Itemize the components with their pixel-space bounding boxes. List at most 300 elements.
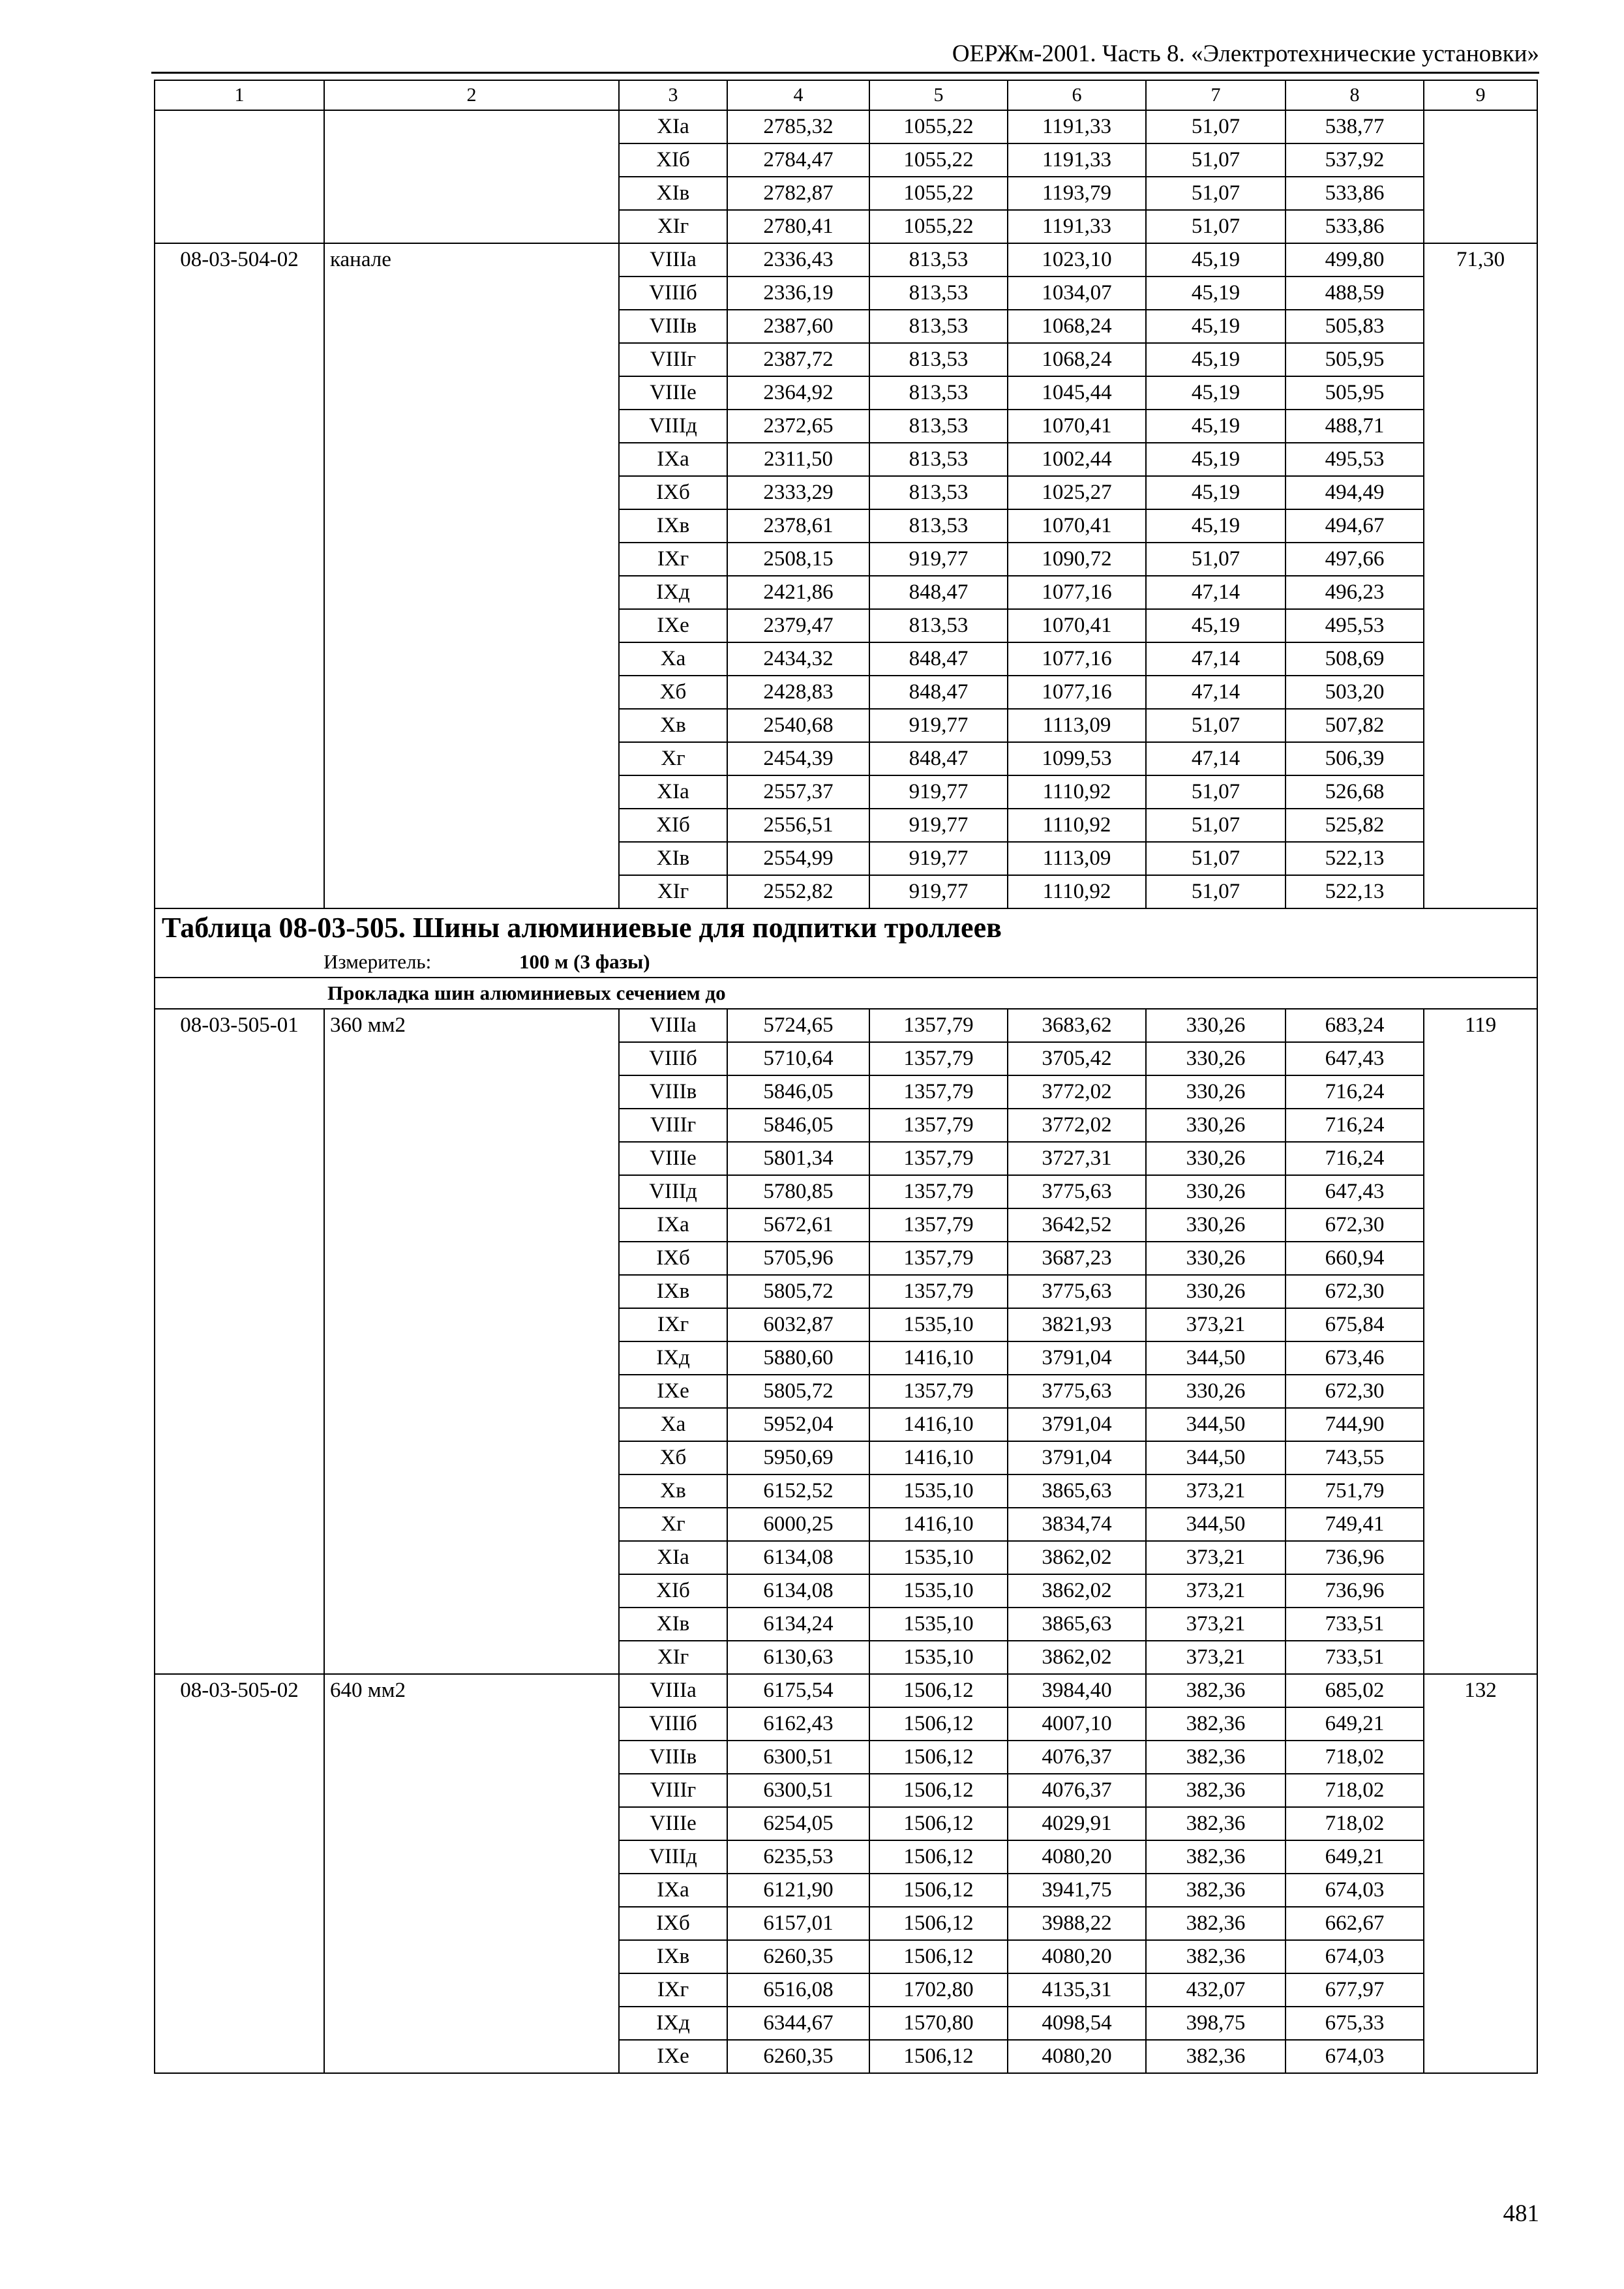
cost-value: 736,96 — [1286, 1541, 1424, 1574]
cost-value: 675,84 — [1286, 1308, 1424, 1341]
cost-value: 813,53 — [869, 376, 1008, 410]
cost-value: 1506,12 — [869, 1940, 1008, 1973]
cost-value: 3821,93 — [1008, 1308, 1146, 1341]
cost-value: 330,26 — [1146, 1009, 1286, 1042]
cost-value: 683,24 — [1286, 1009, 1424, 1042]
cost-value: 330,26 — [1146, 1242, 1286, 1275]
cost-value: 1357,79 — [869, 1375, 1008, 1408]
cost-value: 373,21 — [1146, 1308, 1286, 1341]
cost-value: 398,75 — [1146, 2007, 1286, 2040]
cost-value: 47,14 — [1146, 576, 1286, 609]
cost-value: 1357,79 — [869, 1242, 1008, 1275]
cost-value: 673,46 — [1286, 1341, 1424, 1375]
cost-value: 5780,85 — [727, 1175, 869, 1208]
region-zone: VIIIд — [619, 1840, 727, 1874]
region-zone: IXд — [619, 2007, 727, 2040]
cost-value: 45,19 — [1146, 476, 1286, 509]
rate-name — [324, 110, 619, 243]
region-zone: XIв — [619, 177, 727, 210]
region-zone: IXд — [619, 1341, 727, 1375]
cost-value: 382,36 — [1146, 1940, 1286, 1973]
region-zone: IXв — [619, 509, 727, 543]
cost-value: 494,67 — [1286, 509, 1424, 543]
cost-value: 677,97 — [1286, 1973, 1424, 2007]
cost-value: 2378,61 — [727, 509, 869, 543]
region-zone: XIв — [619, 1608, 727, 1641]
cost-value: 3862,02 — [1008, 1574, 1146, 1608]
cost-value: 649,21 — [1286, 1840, 1424, 1874]
cost-value: 494,49 — [1286, 476, 1424, 509]
cost-value: 2387,60 — [727, 310, 869, 343]
cost-value: 3687,23 — [1008, 1242, 1146, 1275]
region-zone: VIIIг — [619, 1109, 727, 1142]
cost-value: 6300,51 — [727, 1741, 869, 1774]
cost-value: 503,20 — [1286, 676, 1424, 709]
cost-value: 3984,40 — [1008, 1674, 1146, 1707]
cost-value: 2364,92 — [727, 376, 869, 410]
cost-value: 1034,07 — [1008, 277, 1146, 310]
cost-value: 1191,33 — [1008, 110, 1146, 143]
cost-value: 1357,79 — [869, 1009, 1008, 1042]
cost-value: 6032,87 — [727, 1308, 869, 1341]
region-zone: VIIIг — [619, 1774, 727, 1807]
cost-value: 5952,04 — [727, 1408, 869, 1441]
cost-value: 330,26 — [1146, 1042, 1286, 1075]
cost-value: 1357,79 — [869, 1042, 1008, 1075]
cost-value: 45,19 — [1146, 410, 1286, 443]
cost-value: 51,07 — [1146, 775, 1286, 809]
cost-value: 51,07 — [1146, 809, 1286, 842]
cost-value: 3772,02 — [1008, 1109, 1146, 1142]
cost-value: 733,51 — [1286, 1608, 1424, 1641]
cost-value: 1077,16 — [1008, 676, 1146, 709]
cost-value: 45,19 — [1146, 509, 1286, 543]
region-zone: IXб — [619, 476, 727, 509]
cost-value: 1535,10 — [869, 1541, 1008, 1574]
cost-value: 4080,20 — [1008, 1840, 1146, 1874]
region-zone: IXв — [619, 1940, 727, 1973]
region-zone: IXг — [619, 1973, 727, 2007]
cost-value: 51,07 — [1146, 875, 1286, 908]
cost-value: 2333,29 — [727, 476, 869, 509]
cost-value: 1702,80 — [869, 1973, 1008, 2007]
region-zone: IXа — [619, 443, 727, 476]
region-zone: VIIIв — [619, 1741, 727, 1774]
cost-value: 3705,42 — [1008, 1042, 1146, 1075]
cost-value: 5846,05 — [727, 1109, 869, 1142]
cost-value: 1023,10 — [1008, 243, 1146, 277]
cost-value: 2556,51 — [727, 809, 869, 842]
cost-value: 3791,04 — [1008, 1408, 1146, 1441]
cost-value: 6134,08 — [727, 1541, 869, 1574]
cost-value: 1506,12 — [869, 1807, 1008, 1840]
cost-value: 2372,65 — [727, 410, 869, 443]
region-zone: Xг — [619, 1508, 727, 1541]
cost-value: 919,77 — [869, 809, 1008, 842]
cost-value: 382,36 — [1146, 1840, 1286, 1874]
cost-value: 3988,22 — [1008, 1907, 1146, 1940]
column-number: 8 — [1286, 80, 1424, 110]
region-zone: Xб — [619, 676, 727, 709]
cost-value: 506,39 — [1286, 742, 1424, 775]
column-number: 5 — [869, 80, 1008, 110]
cost-value: 382,36 — [1146, 2040, 1286, 2073]
table-row — [155, 1009, 1537, 1042]
cost-value: 3862,02 — [1008, 1641, 1146, 1674]
cost-value: 718,02 — [1286, 1774, 1424, 1807]
cost-value: 1070,41 — [1008, 509, 1146, 543]
cost-value: 1055,22 — [869, 143, 1008, 177]
cost-value: 848,47 — [869, 576, 1008, 609]
cost-value: 51,07 — [1146, 177, 1286, 210]
cost-value: 1070,41 — [1008, 609, 1146, 642]
cost-value: 2428,83 — [727, 676, 869, 709]
cost-value: 1357,79 — [869, 1075, 1008, 1109]
unit-cell — [155, 947, 1537, 978]
cost-value: 5846,05 — [727, 1075, 869, 1109]
region-zone: XIг — [619, 875, 727, 908]
cost-value: 1506,12 — [869, 1741, 1008, 1774]
region-zone: VIIIд — [619, 1175, 727, 1208]
cost-value: 344,50 — [1146, 1508, 1286, 1541]
cost-value: 2336,19 — [727, 277, 869, 310]
cost-value: 382,36 — [1146, 1741, 1286, 1774]
cost-value: 382,36 — [1146, 1874, 1286, 1907]
rate-code — [155, 110, 324, 243]
column-number: 3 — [619, 80, 727, 110]
cost-value: 6130,63 — [727, 1641, 869, 1674]
region-zone: VIIIб — [619, 277, 727, 310]
cost-value: 522,13 — [1286, 875, 1424, 908]
region-zone: VIIIа — [619, 1674, 727, 1707]
cost-value: 813,53 — [869, 443, 1008, 476]
cost-value: 505,95 — [1286, 376, 1424, 410]
cost-value: 675,33 — [1286, 2007, 1424, 2040]
cost-value: 1535,10 — [869, 1474, 1008, 1508]
cost-value: 526,68 — [1286, 775, 1424, 809]
cost-value: 1535,10 — [869, 1608, 1008, 1641]
cost-value: 499,80 — [1286, 243, 1424, 277]
column-number: 7 — [1146, 80, 1286, 110]
region-zone: Xв — [619, 1474, 727, 1508]
cost-value: 6254,05 — [727, 1807, 869, 1840]
cost-value: 848,47 — [869, 676, 1008, 709]
rate-name: 640 мм2 — [324, 1674, 619, 2073]
region-zone: Xб — [619, 1441, 727, 1474]
region-zone: IXе — [619, 1375, 727, 1408]
cost-value: 1110,92 — [1008, 775, 1146, 809]
cost-value: 736,96 — [1286, 1574, 1424, 1608]
section-subtitle: Прокладка шин алюминиевых сечением до — [155, 978, 1537, 1009]
cost-value: 6235,53 — [727, 1840, 869, 1874]
cost-value: 1077,16 — [1008, 642, 1146, 676]
cost-value: 649,21 — [1286, 1707, 1424, 1741]
region-zone: VIIIа — [619, 1009, 727, 1042]
cost-value: 2552,82 — [727, 875, 869, 908]
cost-value: 505,83 — [1286, 310, 1424, 343]
cost-value: 674,03 — [1286, 1874, 1424, 1907]
cost-value: 6162,43 — [727, 1707, 869, 1741]
cost-value: 330,26 — [1146, 1109, 1286, 1142]
cost-value: 495,53 — [1286, 609, 1424, 642]
region-zone: IXб — [619, 1907, 727, 1940]
cost-value: 1045,44 — [1008, 376, 1146, 410]
cost-value: 6344,67 — [727, 2007, 869, 2040]
region-zone: VIIIв — [619, 1075, 727, 1109]
cost-value: 3941,75 — [1008, 1874, 1146, 1907]
region-zone: Xа — [619, 1408, 727, 1441]
cost-value: 1506,12 — [869, 1907, 1008, 1940]
region-zone: IXа — [619, 1874, 727, 1907]
cost-value: 1357,79 — [869, 1109, 1008, 1142]
cost-value: 6134,08 — [727, 1574, 869, 1608]
cost-value: 4076,37 — [1008, 1741, 1146, 1774]
cost-value: 382,36 — [1146, 1674, 1286, 1707]
cost-value: 813,53 — [869, 277, 1008, 310]
cost-value: 45,19 — [1146, 343, 1286, 376]
cost-value: 3865,63 — [1008, 1474, 1146, 1508]
cost-value: 3775,63 — [1008, 1175, 1146, 1208]
region-zone: IXе — [619, 2040, 727, 2073]
cost-value: 51,07 — [1146, 110, 1286, 143]
cost-value: 330,26 — [1146, 1075, 1286, 1109]
rate-code: 08-03-505-02 — [155, 1674, 324, 2073]
cost-value: 496,23 — [1286, 576, 1424, 609]
cost-value: 2454,39 — [727, 742, 869, 775]
table-title-cell — [155, 908, 1537, 947]
cost-value: 4080,20 — [1008, 2040, 1146, 2073]
cost-value: 813,53 — [869, 609, 1008, 642]
region-zone: XIб — [619, 143, 727, 177]
cost-value: 813,53 — [869, 476, 1008, 509]
cost-value: 45,19 — [1146, 243, 1286, 277]
cost-value: 672,30 — [1286, 1275, 1424, 1308]
cost-value: 1506,12 — [869, 1674, 1008, 1707]
cost-value: 51,07 — [1146, 842, 1286, 875]
table-title-row — [155, 908, 1537, 947]
cost-value: 919,77 — [869, 875, 1008, 908]
table-row — [155, 110, 1537, 143]
cost-value: 5724,65 — [727, 1009, 869, 1042]
cost-value: 919,77 — [869, 775, 1008, 809]
region-zone: VIIIв — [619, 310, 727, 343]
region-zone: XIг — [619, 1641, 727, 1674]
cost-value: 3727,31 — [1008, 1142, 1146, 1175]
cost-value: 51,07 — [1146, 143, 1286, 177]
cost-value: 373,21 — [1146, 1574, 1286, 1608]
cost-value: 662,67 — [1286, 1907, 1424, 1940]
equipment-price: 71,30 — [1424, 243, 1537, 908]
cost-value: 3862,02 — [1008, 1541, 1146, 1574]
cost-value: 1506,12 — [869, 1840, 1008, 1874]
equipment-price — [1424, 110, 1537, 243]
cost-value: 5801,34 — [727, 1142, 869, 1175]
cost-value: 330,26 — [1146, 1208, 1286, 1242]
region-zone: VIIIб — [619, 1707, 727, 1741]
cost-value: 4135,31 — [1008, 1973, 1146, 2007]
table-title: Таблица 08-03-505. Шины алюминиевые для подпитки троллеев — [162, 912, 1002, 944]
cost-value: 919,77 — [869, 543, 1008, 576]
cost-value: 848,47 — [869, 642, 1008, 676]
cost-value: 5705,96 — [727, 1242, 869, 1275]
cost-value: 382,36 — [1146, 1774, 1286, 1807]
cost-value: 813,53 — [869, 509, 1008, 543]
cost-value: 45,19 — [1146, 609, 1286, 642]
rates-table — [154, 80, 1538, 2074]
region-zone: VIIIг — [619, 343, 727, 376]
region-zone: IXд — [619, 576, 727, 609]
cost-value: 674,03 — [1286, 1940, 1424, 1973]
cost-value: 4076,37 — [1008, 1774, 1146, 1807]
region-zone: Xа — [619, 642, 727, 676]
cost-value: 1506,12 — [869, 1874, 1008, 1907]
cost-value: 6000,25 — [727, 1508, 869, 1541]
cost-value: 3775,63 — [1008, 1275, 1146, 1308]
cost-value: 1068,24 — [1008, 343, 1146, 376]
header-rule — [151, 72, 1539, 74]
cost-value: 382,36 — [1146, 1807, 1286, 1840]
region-zone: XIа — [619, 110, 727, 143]
cost-value: 2311,50 — [727, 443, 869, 476]
cost-value: 672,30 — [1286, 1375, 1424, 1408]
cost-value: 344,50 — [1146, 1408, 1286, 1441]
cost-value: 505,95 — [1286, 343, 1424, 376]
cost-value: 45,19 — [1146, 443, 1286, 476]
cost-value: 5880,60 — [727, 1341, 869, 1375]
cost-value: 1070,41 — [1008, 410, 1146, 443]
cost-value: 5950,69 — [727, 1441, 869, 1474]
cost-value: 660,94 — [1286, 1242, 1424, 1275]
unit-value: 100 м (3 фазы) — [519, 950, 650, 973]
cost-value: 4098,54 — [1008, 2007, 1146, 2040]
cost-value: 1113,09 — [1008, 709, 1146, 742]
equipment-price: 119 — [1424, 1009, 1537, 1674]
cost-value: 3791,04 — [1008, 1441, 1146, 1474]
cost-value: 1535,10 — [869, 1308, 1008, 1341]
column-number: 6 — [1008, 80, 1146, 110]
rate-code: 08-03-505-01 — [155, 1009, 324, 1674]
cost-value: 1193,79 — [1008, 177, 1146, 210]
cost-value: 373,21 — [1146, 1541, 1286, 1574]
cost-value: 1191,33 — [1008, 210, 1146, 243]
rate-name: канале — [324, 243, 619, 908]
cost-value: 508,69 — [1286, 642, 1424, 676]
region-zone: XIа — [619, 1541, 727, 1574]
cost-value: 1002,44 — [1008, 443, 1146, 476]
region-zone: VIIIе — [619, 376, 727, 410]
cost-value: 533,86 — [1286, 210, 1424, 243]
cost-value: 382,36 — [1146, 1907, 1286, 1940]
cost-value: 647,43 — [1286, 1042, 1424, 1075]
cost-value: 674,03 — [1286, 2040, 1424, 2073]
cost-value: 2421,86 — [727, 576, 869, 609]
cost-value: 533,86 — [1286, 177, 1424, 210]
cost-value: 733,51 — [1286, 1641, 1424, 1674]
cost-value: 45,19 — [1146, 277, 1286, 310]
region-zone: IXг — [619, 543, 727, 576]
cost-value: 1506,12 — [869, 2040, 1008, 2073]
cost-value: 344,50 — [1146, 1341, 1286, 1375]
cost-value: 743,55 — [1286, 1441, 1424, 1474]
cost-value: 330,26 — [1146, 1175, 1286, 1208]
cost-value: 2557,37 — [727, 775, 869, 809]
cost-value: 3834,74 — [1008, 1508, 1146, 1541]
cost-value: 1055,22 — [869, 110, 1008, 143]
region-zone: IXг — [619, 1308, 727, 1341]
cost-value: 3791,04 — [1008, 1341, 1146, 1375]
cost-value: 344,50 — [1146, 1441, 1286, 1474]
cost-value: 744,90 — [1286, 1408, 1424, 1441]
cost-value: 330,26 — [1146, 1142, 1286, 1175]
cost-value: 672,30 — [1286, 1208, 1424, 1242]
cost-value: 6152,52 — [727, 1474, 869, 1508]
running-header: ОЕРЖм-2001. Часть 8. «Электротехнические установки» — [952, 40, 1539, 67]
unit-row — [155, 947, 1537, 978]
cost-value: 495,53 — [1286, 443, 1424, 476]
cost-value: 716,24 — [1286, 1142, 1424, 1175]
region-zone: VIIIа — [619, 243, 727, 277]
cost-value: 751,79 — [1286, 1474, 1424, 1508]
cost-value: 432,07 — [1146, 1973, 1286, 2007]
cost-value: 507,82 — [1286, 709, 1424, 742]
unit-label: Измеритель: — [323, 950, 432, 973]
column-number-row — [155, 80, 1537, 110]
cost-value: 919,77 — [869, 842, 1008, 875]
cost-value: 1535,10 — [869, 1574, 1008, 1608]
cost-value: 2785,32 — [727, 110, 869, 143]
cost-value: 382,36 — [1146, 1707, 1286, 1741]
cost-value: 716,24 — [1286, 1109, 1424, 1142]
cost-value: 1506,12 — [869, 1774, 1008, 1807]
cost-value: 813,53 — [869, 343, 1008, 376]
cost-value: 45,19 — [1146, 310, 1286, 343]
cost-value: 1090,72 — [1008, 543, 1146, 576]
cost-value: 5805,72 — [727, 1375, 869, 1408]
region-zone: VIIIе — [619, 1807, 727, 1840]
cost-value: 51,07 — [1146, 543, 1286, 576]
column-number: 2 — [324, 80, 619, 110]
subtitle-row — [155, 978, 1537, 1009]
cost-value: 6516,08 — [727, 1973, 869, 2007]
cost-value: 2434,32 — [727, 642, 869, 676]
cost-value: 522,13 — [1286, 842, 1424, 875]
cost-value: 6175,54 — [727, 1674, 869, 1707]
page-number: 481 — [1503, 2200, 1539, 2227]
cost-value: 2784,47 — [727, 143, 869, 177]
cost-value: 1113,09 — [1008, 842, 1146, 875]
cost-value: 5805,72 — [727, 1275, 869, 1308]
cost-value: 47,14 — [1146, 642, 1286, 676]
cost-value: 718,02 — [1286, 1807, 1424, 1840]
cost-value: 3775,63 — [1008, 1375, 1146, 1408]
region-zone: Xв — [619, 709, 727, 742]
cost-value: 1055,22 — [869, 210, 1008, 243]
cost-value: 1416,10 — [869, 1341, 1008, 1375]
cost-value: 1416,10 — [869, 1441, 1008, 1474]
cost-value: 1099,53 — [1008, 742, 1146, 775]
cost-value: 749,41 — [1286, 1508, 1424, 1541]
cost-value: 1506,12 — [869, 1707, 1008, 1741]
column-number: 9 — [1424, 80, 1537, 110]
cost-value: 813,53 — [869, 243, 1008, 277]
cost-value: 1416,10 — [869, 1408, 1008, 1441]
cost-value: 1416,10 — [869, 1508, 1008, 1541]
cost-value: 4029,91 — [1008, 1807, 1146, 1840]
region-zone: VIIIд — [619, 410, 727, 443]
cost-value: 685,02 — [1286, 1674, 1424, 1707]
cost-value: 6300,51 — [727, 1774, 869, 1807]
cost-value: 51,07 — [1146, 709, 1286, 742]
